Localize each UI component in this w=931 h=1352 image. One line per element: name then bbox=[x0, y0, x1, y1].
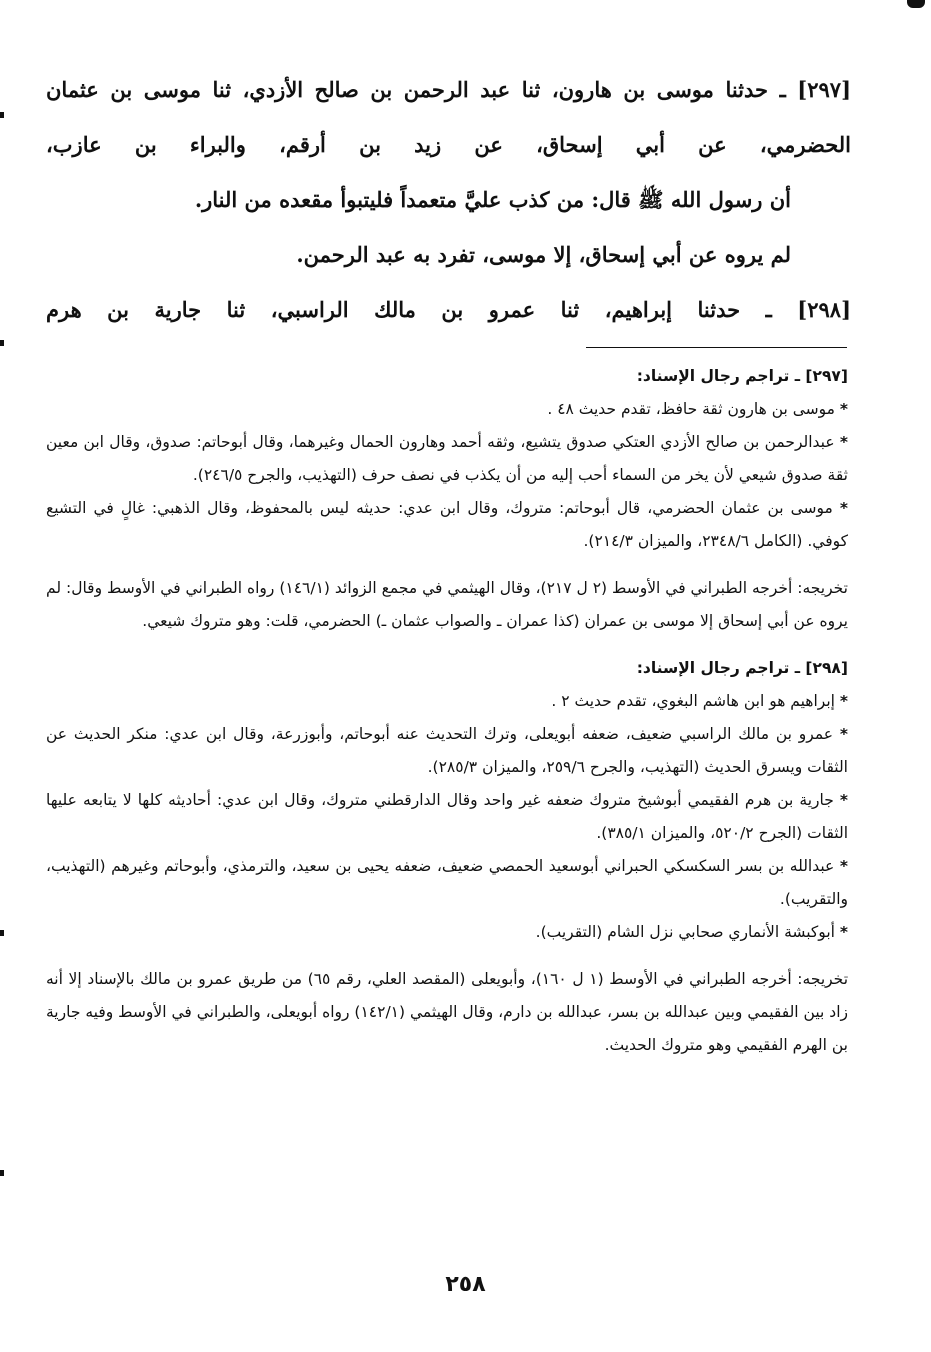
hadith-298-isnad: [٢٩٨] ـ حدثنا إبراهيم، ثنا عمرو بن مالك الراسبي، ثنا جارية بن هرم bbox=[46, 297, 851, 322]
footnote-separator bbox=[586, 347, 847, 348]
footnote-297-takhrij: تخريجه: أخرجه الطبراني في الأوسط (٢ ل ٢١٧)، وقال الهيثمي في مجمع الزوائد (١٤٦/١) رواه الطبراني في الأوسط وقال: لم يروه عن أبي إسحاق إلا موسى بن عمران (كذا عمران ـ والصواب عثمان ـ) الحضرمي، قلت: وهو متروك شيعي. bbox=[46, 579, 848, 630]
bullet-icon: * bbox=[839, 433, 848, 451]
page-edge-mark bbox=[907, 0, 925, 8]
bullet-icon: * bbox=[839, 923, 848, 941]
hadith-297-matn: أن رسول الله ﷺ قال: من كذب عليَّ متعمداً فليتبوأ مقعده من النار. bbox=[194, 187, 791, 212]
margin-mark bbox=[0, 930, 4, 936]
footnote-298-takhrij: تخريجه: أخرجه الطبراني في الأوسط (١ ل ١٦٠)، وأبويعلى (المقصد العلي، رقم ٦٥) من طريق عمرو بن مالك بالإسناد إلا أنه زاد بين الفقيمي وبين عبدالله بن بسر، عبدالله بن دارم، وقال الهيثمي (١٤٢/١) رواه أبويعلى، والطبراني في الأوسط وفيه جارية بن الهرم الفقيمي وهو متروك الحديث. bbox=[46, 970, 849, 1054]
hadith-297-comment: لم يروه عن أبي إسحاق، إلا موسى، تفرد به عبد الرحمن. bbox=[296, 242, 791, 267]
footnote-297-bullet: * عبدالرحمن بن صالح الأزدي العتكي صدوق يتشيع، وثقه أحمد وهارون الحمال وغيرهما، وقال أبوحاتم: صدوق، وقال ابن معين ثقة صدوق شيعي لأن يخر من السماء أحب إليه من أن يكذب في نصف حرف (التهذيب، والجرح ٢٤٦/٥). bbox=[46, 433, 848, 484]
footnote-297-heading: [٢٩٧] ـ تراجم رجال الإسناد: bbox=[636, 367, 848, 385]
bullet-icon: * bbox=[839, 857, 848, 875]
bullet-icon: * bbox=[839, 791, 848, 809]
footnote-297-bullet: * موسى بن عثمان الحضرمي، قال أبوحاتم: متروك، وقال ابن عدي: حديثه ليس بالمحفوظ، وقال الذهبي: غالٍ في التشيع كوفي. (الكامل ٢٣٤٨/٦، والميزان ٢١٤/٣). bbox=[46, 499, 848, 550]
footnote-298-bullet: * أبوكبشة الأنماري صحابي نزل الشام (التقريب). bbox=[535, 923, 848, 941]
footnote-298-bullet: * عبدالله بن بسر السكسكي الحبراني أبوسعيد الحمصي ضعيف، ضعفه يحيى بن سعيد، والترمذي، وأبوحاتم وغيرهم (التهذيب، والتقريب). bbox=[46, 857, 848, 908]
page-number: ٢٥٨ bbox=[445, 1272, 486, 1297]
margin-mark bbox=[0, 112, 4, 118]
bullet-icon: * bbox=[839, 725, 848, 743]
bullet-icon: * bbox=[839, 499, 848, 517]
margin-mark bbox=[0, 1170, 4, 1176]
footnotes bbox=[46, 360, 848, 1062]
margin-mark bbox=[0, 340, 4, 346]
main-text bbox=[46, 62, 851, 337]
hadith-297-isnad: [٢٩٧] ـ حدثنا موسى بن هارون، ثنا عبد الرحمن بن صالح الأزدي، ثنا موسى بن عثمان الحضرمي، عن أبي إسحاق، عن زيد بن أرقم، والبراء بن عازب، bbox=[46, 77, 851, 157]
footnote-298-bullet: * إبراهيم هو ابن هاشم البغوي، تقدم حديث ٢ . bbox=[551, 692, 848, 710]
footnote-298-heading: [٢٩٨] ـ تراجم رجال الإسناد: bbox=[636, 659, 848, 677]
footnote-298-bullet: * جارية بن هرم الفقيمي أبوشيخ متروك ضعفه غير واحد وقال الدارقطني متروك، وقال ابن عدي: أحاديثه كلها لا يتابعه عليها الثقات (الجرح ٥٢٠/٢، والميزان ٣٨٥/١). bbox=[46, 791, 848, 842]
bullet-icon: * bbox=[839, 692, 848, 710]
bullet-icon: * bbox=[839, 400, 848, 418]
footnote-298-bullet: * عمرو بن مالك الراسبي ضعيف، ضعفه أبويعلى، وترك التحديث عنه أبوحاتم، وأبوزرعة، وقال ابن عدي: منكر الحديث عن الثقات ويسرق الحديث (التهذيب، والجرح ٢٥٩/٦، والميزان ٢٨٥/٣). bbox=[46, 725, 848, 776]
footnote-297-bullet: * موسى بن هارون ثقة حافظ، تقدم حديث ٤٨ . bbox=[547, 400, 848, 418]
